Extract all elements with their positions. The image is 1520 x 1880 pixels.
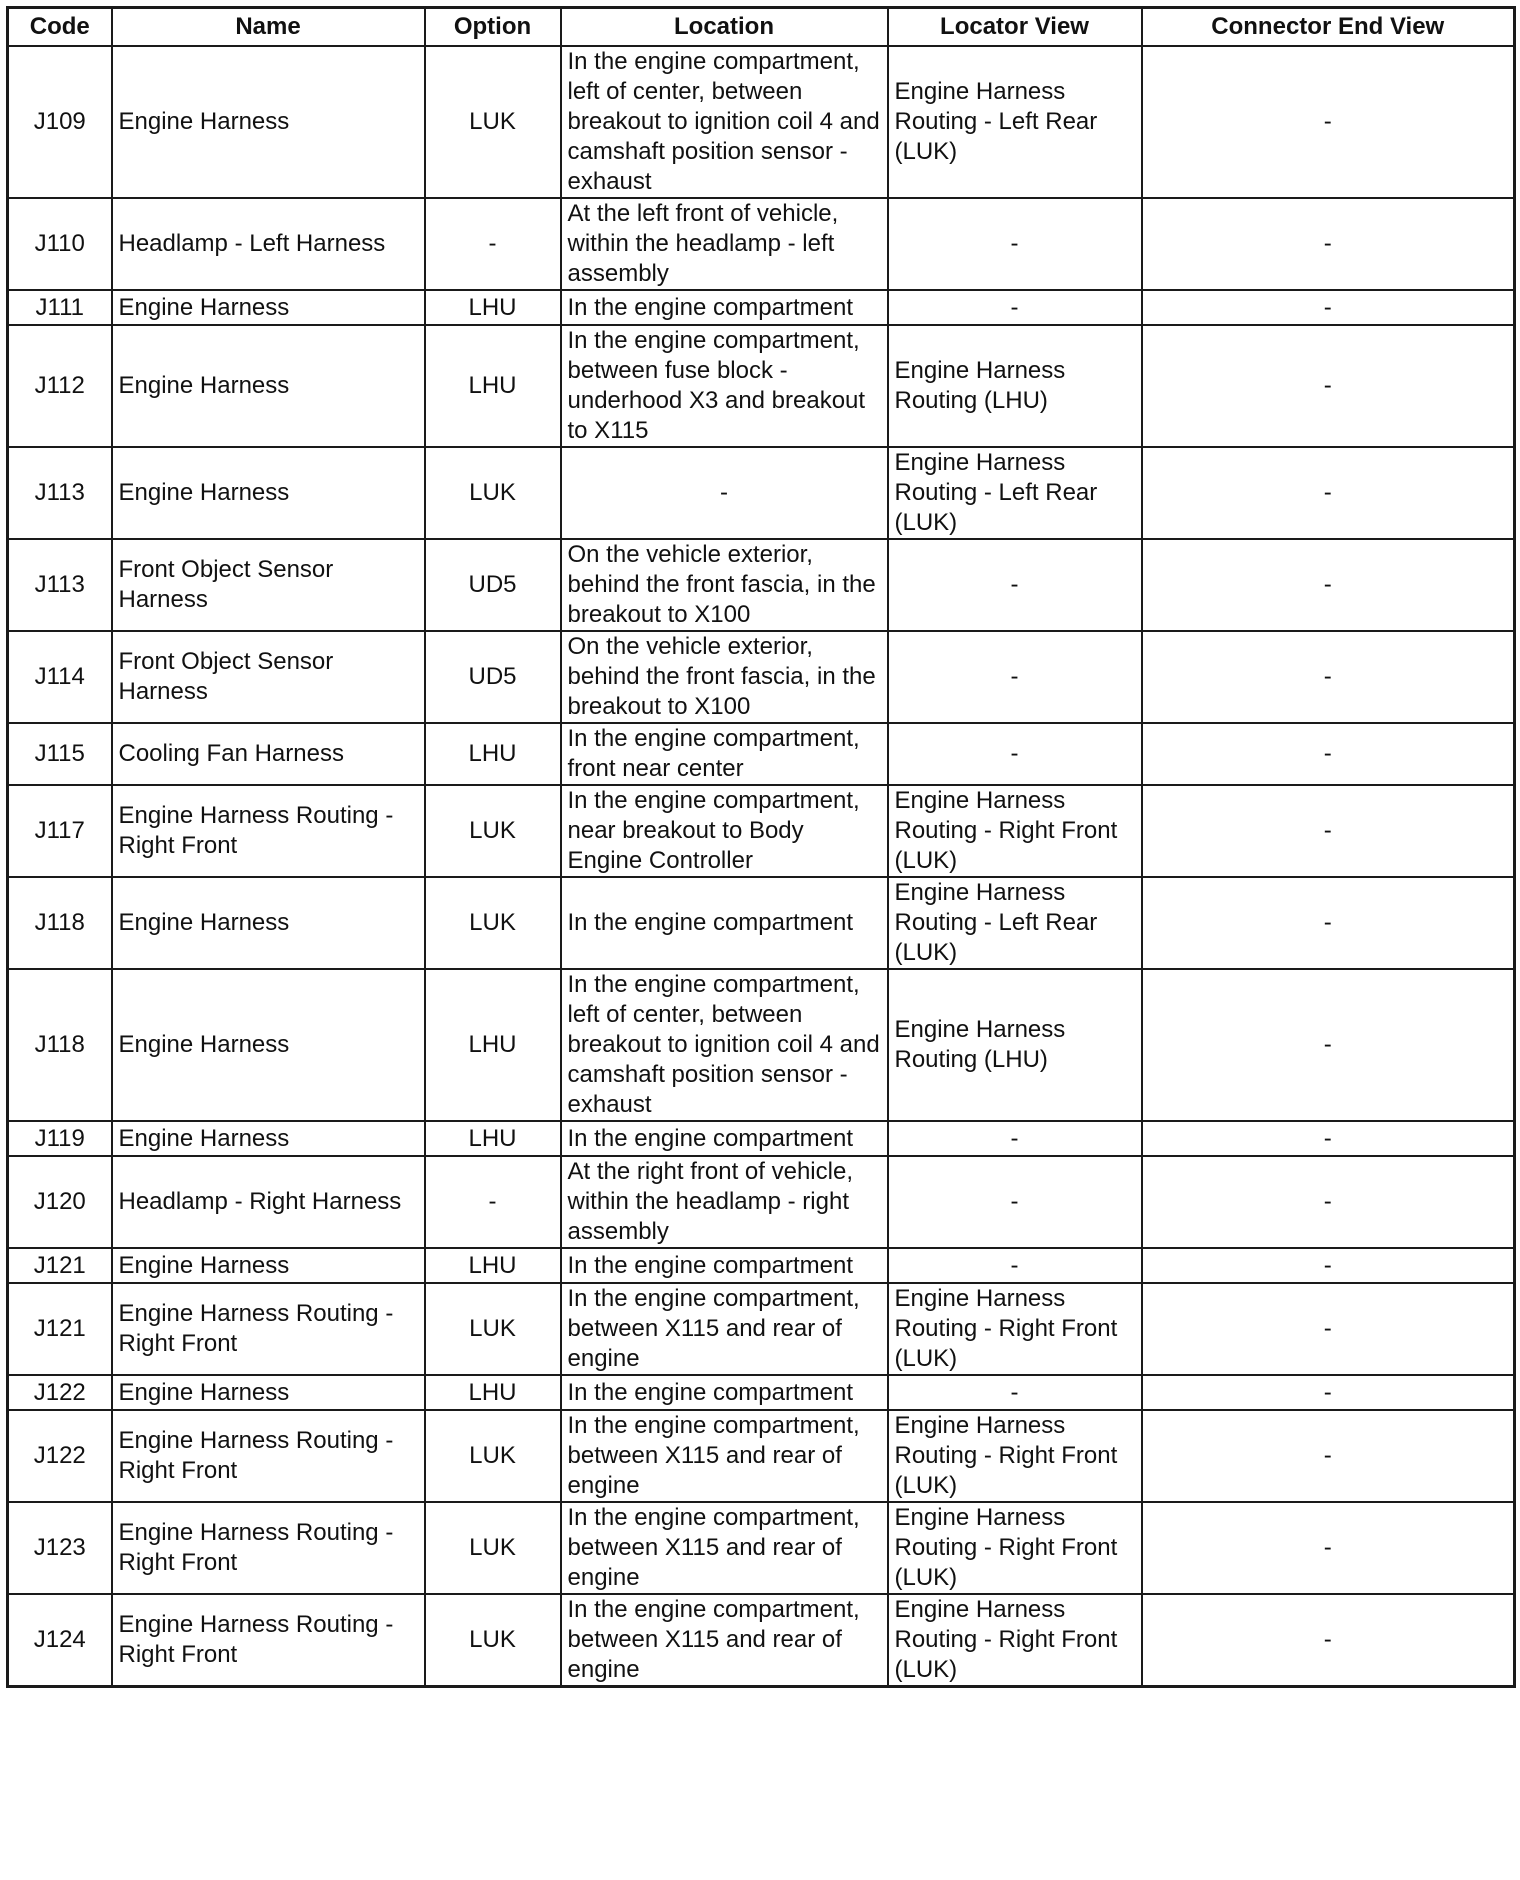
cell-location: In the engine compartment, near breakout to Body Engine Controller xyxy=(561,785,888,877)
cell-locator-view: Engine Harness Routing - Left Rear (LUK) xyxy=(888,46,1142,198)
cell-option: - xyxy=(425,198,561,290)
header-code: Code xyxy=(8,8,112,47)
cell-connector-end-view: - xyxy=(1142,723,1515,785)
cell-connector-end-view: - xyxy=(1142,1248,1515,1283)
cell-locator-view: Engine Harness Routing - Right Front (LUK) xyxy=(888,1410,1142,1502)
header-row xyxy=(8,8,1515,47)
cell-option: LHU xyxy=(425,1248,561,1283)
cell-name: Engine Harness xyxy=(112,325,425,447)
cell-option: LUK xyxy=(425,46,561,198)
cell-connector-end-view: - xyxy=(1142,539,1515,631)
cell-locator-view: Engine Harness Routing - Right Front (LUK) xyxy=(888,1594,1142,1687)
cell-code: J113 xyxy=(8,539,112,631)
cell-locator-view: Engine Harness Routing (LHU) xyxy=(888,325,1142,447)
cell-name: Engine Harness xyxy=(112,877,425,969)
table-row xyxy=(8,1594,1515,1687)
cell-code: J123 xyxy=(8,1502,112,1594)
cell-name: Headlamp - Right Harness xyxy=(112,1156,425,1248)
cell-locator-view: - xyxy=(888,1248,1142,1283)
cell-locator-view: Engine Harness Routing - Right Front (LUK) xyxy=(888,785,1142,877)
table-row xyxy=(8,1375,1515,1410)
cell-code: J119 xyxy=(8,1121,112,1156)
table-row xyxy=(8,1410,1515,1502)
cell-name: Engine Harness xyxy=(112,1248,425,1283)
cell-code: J118 xyxy=(8,877,112,969)
cell-code: J111 xyxy=(8,290,112,325)
table-row xyxy=(8,198,1515,290)
cell-name: Engine Harness xyxy=(112,290,425,325)
cell-option: LUK xyxy=(425,447,561,539)
cell-code: J115 xyxy=(8,723,112,785)
table-row xyxy=(8,1283,1515,1375)
cell-location: In the engine compartment xyxy=(561,290,888,325)
cell-code: J118 xyxy=(8,969,112,1121)
cell-option: LHU xyxy=(425,290,561,325)
cell-option: LHU xyxy=(425,1375,561,1410)
table-row xyxy=(8,325,1515,447)
cell-locator-view: - xyxy=(888,290,1142,325)
table-row xyxy=(8,447,1515,539)
cell-option: LHU xyxy=(425,723,561,785)
cell-connector-end-view: - xyxy=(1142,198,1515,290)
cell-connector-end-view: - xyxy=(1142,1594,1515,1687)
cell-connector-end-view: - xyxy=(1142,46,1515,198)
cell-location: On the vehicle exterior, behind the front fascia, in the breakout to X100 xyxy=(561,539,888,631)
cell-connector-end-view: - xyxy=(1142,447,1515,539)
cell-connector-end-view: - xyxy=(1142,631,1515,723)
cell-locator-view: - xyxy=(888,1375,1142,1410)
cell-locator-view: - xyxy=(888,1121,1142,1156)
cell-location: In the engine compartment xyxy=(561,1121,888,1156)
cell-location: In the engine compartment, between X115 and rear of engine xyxy=(561,1502,888,1594)
cell-location: At the right front of vehicle, within the headlamp - right assembly xyxy=(561,1156,888,1248)
cell-connector-end-view: - xyxy=(1142,969,1515,1121)
cell-location: In the engine compartment, left of center, between breakout to ignition coil 4 and camshaft position sensor - exhaust xyxy=(561,46,888,198)
cell-connector-end-view: - xyxy=(1142,1283,1515,1375)
cell-code: J121 xyxy=(8,1248,112,1283)
cell-locator-view: Engine Harness Routing - Right Front (LUK) xyxy=(888,1502,1142,1594)
cell-name: Engine Harness xyxy=(112,969,425,1121)
cell-option: LHU xyxy=(425,969,561,1121)
cell-connector-end-view: - xyxy=(1142,785,1515,877)
cell-code: J113 xyxy=(8,447,112,539)
cell-option: LUK xyxy=(425,877,561,969)
table-row xyxy=(8,539,1515,631)
table-row xyxy=(8,969,1515,1121)
cell-code: J122 xyxy=(8,1375,112,1410)
cell-option: - xyxy=(425,1156,561,1248)
table-row xyxy=(8,631,1515,723)
cell-location: At the left front of vehicle, within the headlamp - left assembly xyxy=(561,198,888,290)
cell-name: Engine Harness xyxy=(112,46,425,198)
table-row xyxy=(8,1156,1515,1248)
cell-locator-view: Engine Harness Routing - Left Rear (LUK) xyxy=(888,877,1142,969)
cell-option: LUK xyxy=(425,1283,561,1375)
cell-code: J109 xyxy=(8,46,112,198)
cell-option: LUK xyxy=(425,785,561,877)
cell-location: In the engine compartment, between X115 and rear of engine xyxy=(561,1283,888,1375)
table-row xyxy=(8,877,1515,969)
cell-code: J117 xyxy=(8,785,112,877)
cell-option: LUK xyxy=(425,1502,561,1594)
cell-name: Engine Harness Routing - Right Front xyxy=(112,1410,425,1502)
cell-name: Cooling Fan Harness xyxy=(112,723,425,785)
header-location: Location xyxy=(561,8,888,47)
cell-name: Engine Harness xyxy=(112,1121,425,1156)
cell-location: In the engine compartment xyxy=(561,1248,888,1283)
cell-connector-end-view: - xyxy=(1142,325,1515,447)
cell-locator-view: - xyxy=(888,539,1142,631)
cell-name: Engine Harness Routing - Right Front xyxy=(112,1283,425,1375)
cell-connector-end-view: - xyxy=(1142,1156,1515,1248)
cell-option: LUK xyxy=(425,1410,561,1502)
cell-location: In the engine compartment xyxy=(561,1375,888,1410)
connector-table xyxy=(6,6,1516,1688)
cell-name: Engine Harness xyxy=(112,447,425,539)
header-option: Option xyxy=(425,8,561,47)
cell-code: J120 xyxy=(8,1156,112,1248)
header-connector-end-view: Connector End View xyxy=(1142,8,1515,47)
cell-option: UD5 xyxy=(425,631,561,723)
cell-locator-view: Engine Harness Routing - Left Rear (LUK) xyxy=(888,447,1142,539)
cell-name: Engine Harness xyxy=(112,1375,425,1410)
cell-location: In the engine compartment, left of center, between breakout to ignition coil 4 and camshaft position sensor - exhaust xyxy=(561,969,888,1121)
cell-code: J122 xyxy=(8,1410,112,1502)
cell-connector-end-view: - xyxy=(1142,1410,1515,1502)
cell-location: In the engine compartment, between fuse block - underhood X3 and breakout to X115 xyxy=(561,325,888,447)
cell-locator-view: Engine Harness Routing (LHU) xyxy=(888,969,1142,1121)
cell-name: Engine Harness Routing - Right Front xyxy=(112,1502,425,1594)
header-name: Name xyxy=(112,8,425,47)
cell-connector-end-view: - xyxy=(1142,290,1515,325)
cell-name: Front Object Sensor Harness xyxy=(112,539,425,631)
cell-code: J112 xyxy=(8,325,112,447)
table-row xyxy=(8,785,1515,877)
cell-locator-view: - xyxy=(888,198,1142,290)
cell-connector-end-view: - xyxy=(1142,1502,1515,1594)
cell-location: On the vehicle exterior, behind the front fascia, in the breakout to X100 xyxy=(561,631,888,723)
table-row xyxy=(8,723,1515,785)
cell-option: LHU xyxy=(425,1121,561,1156)
table-row xyxy=(8,1502,1515,1594)
cell-name: Engine Harness Routing - Right Front xyxy=(112,785,425,877)
cell-locator-view: - xyxy=(888,631,1142,723)
cell-location: In the engine compartment, front near center xyxy=(561,723,888,785)
header-locator-view: Locator View xyxy=(888,8,1142,47)
cell-name: Front Object Sensor Harness xyxy=(112,631,425,723)
cell-location: In the engine compartment, between X115 and rear of engine xyxy=(561,1410,888,1502)
table-row xyxy=(8,290,1515,325)
cell-code: J124 xyxy=(8,1594,112,1687)
cell-option: LUK xyxy=(425,1594,561,1687)
cell-connector-end-view: - xyxy=(1142,1375,1515,1410)
table-row xyxy=(8,46,1515,198)
cell-name: Headlamp - Left Harness xyxy=(112,198,425,290)
cell-locator-view: - xyxy=(888,1156,1142,1248)
cell-location: In the engine compartment xyxy=(561,877,888,969)
cell-connector-end-view: - xyxy=(1142,877,1515,969)
table-row xyxy=(8,1121,1515,1156)
cell-location: - xyxy=(561,447,888,539)
cell-locator-view: - xyxy=(888,723,1142,785)
cell-code: J110 xyxy=(8,198,112,290)
cell-connector-end-view: - xyxy=(1142,1121,1515,1156)
cell-locator-view: Engine Harness Routing - Right Front (LUK) xyxy=(888,1283,1142,1375)
cell-option: LHU xyxy=(425,325,561,447)
connector-table-container xyxy=(6,6,1513,1688)
cell-code: J121 xyxy=(8,1283,112,1375)
cell-location: In the engine compartment, between X115 and rear of engine xyxy=(561,1594,888,1687)
cell-option: UD5 xyxy=(425,539,561,631)
cell-name: Engine Harness Routing - Right Front xyxy=(112,1594,425,1687)
table-body xyxy=(8,46,1515,1687)
cell-code: J114 xyxy=(8,631,112,723)
table-header xyxy=(8,8,1515,47)
table-row xyxy=(8,1248,1515,1283)
